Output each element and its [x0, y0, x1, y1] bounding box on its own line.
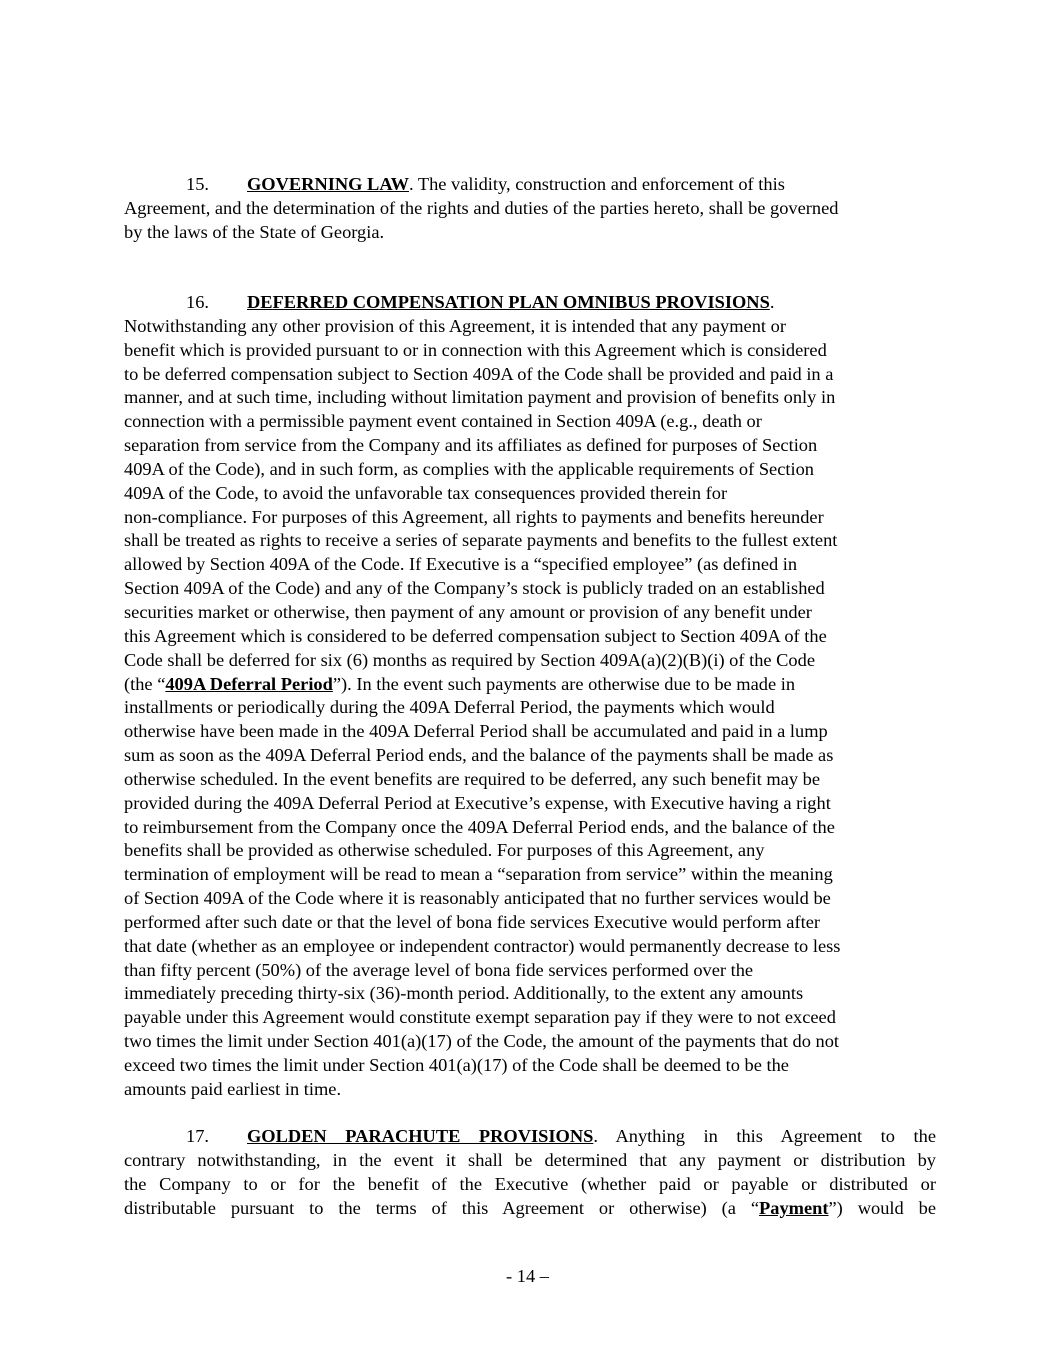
paragraph-line: provided during the 409A Deferral Period at Executive’s expense, with Executive having a right — [124, 792, 831, 813]
section-16 — [124, 291, 936, 1102]
section-15-line-2: Agreement, and the determination of the rights and duties of the parties hereto, shall be governed — [124, 197, 839, 218]
section-17 — [124, 1125, 936, 1220]
paragraph-line: separation from service from the Company and its affiliates as defined for purposes of Section — [124, 435, 818, 456]
paragraph-line: the Company to or for the benefit of the Executive (whether paid or payable or distributed or — [124, 1173, 936, 1194]
paragraph-line: two times the limit under Section 401(a)(17) of the Code, the amount of the payments that do not — [124, 1031, 840, 1052]
paragraph-line-defined-term — [124, 1197, 936, 1221]
section-15-line-1 — [124, 173, 936, 197]
paragraph-line: Notwithstanding any other provision of this Agreement, it is intended that any payment or — [124, 315, 786, 336]
paragraph-line-defined-term — [124, 673, 936, 697]
paragraph-line: otherwise scheduled. In the event benefits are required to be deferred, any such benefit may be — [124, 768, 820, 789]
section-15-line-3: by the laws of the State of Georgia. — [124, 221, 385, 242]
section-16-heading: DEFERRED COMPENSATION PLAN OMNIBUS PROVISIONS — [247, 292, 770, 312]
section-16-number: 16. — [186, 292, 209, 312]
term-close: ”) would be — [828, 1197, 936, 1218]
term-open: (the “ — [124, 673, 166, 694]
paragraph-line: this Agreement which is considered to be deferred compensation subject to Section 409A of the — [124, 625, 827, 646]
paragraph-line: exceed two times the limit under Section 401(a)(17) of the Code shall be deemed to be the — [124, 1055, 789, 1075]
paragraph-line: payable under this Agreement would constitute exempt separation pay if they were to not exceed — [124, 1007, 836, 1028]
section-15 — [124, 173, 936, 245]
section-15-heading: GOVERNING LAW — [247, 174, 409, 194]
paragraph-line: allowed by Section 409A of the Code. If Executive is a “specified employee” (as defined in — [124, 554, 798, 575]
section-17-text: . Anything in this Agreement to the — [593, 1126, 936, 1146]
paragraph-line: contrary notwithstanding, in the event it shall be determined that any payment or distribution by — [124, 1149, 936, 1170]
defined-term-409a-deferral-period: 409A Deferral Period — [165, 673, 333, 694]
paragraph-line: immediately preceding thirty-six (36)-month period. Additionally, to the extent any amounts — [124, 983, 804, 1004]
paragraph-line: securities market or otherwise, then payment of any amount or provision of any benefit under — [124, 601, 812, 622]
paragraph-line: than fifty percent (50%) of the average level of bona fide services performed over the — [124, 959, 754, 980]
section-15-number: 15. — [186, 174, 209, 194]
paragraph-line: of Section 409A of the Code where it is reasonably anticipated that no further services would be — [124, 888, 831, 909]
section-17-heading: GOLDEN PARACHUTE PROVISIONS — [247, 1126, 594, 1146]
section-16-line-1 — [124, 291, 936, 315]
paragraph-line: sum as soon as the 409A Deferral Period ends, and the balance of the payments shall be made as — [124, 745, 834, 766]
paragraph-line: Section 409A of the Code) and any of the Company’s stock is publicly traded on an established — [124, 578, 825, 599]
paragraph-line: 409A of the Code), and in such form, as complies with the applicable requirements of Section — [124, 458, 814, 479]
section-17-number: 17. — [186, 1126, 209, 1146]
paragraph-line: manner, and at such time, including without limitation payment and provision of benefits only in — [124, 387, 836, 408]
paragraph-line: to reimbursement from the Company once the 409A Deferral Period ends, and the balance of the — [124, 816, 835, 837]
paragraph-line: that date (whether as an employee or independent contractor) would permanently decrease to less — [124, 935, 841, 956]
term-close: ”). In the event such payments are otherwise due to be made in — [332, 673, 796, 694]
defined-term-payment: Payment — [759, 1197, 829, 1218]
paragraph-line: connection with a permissible payment event contained in Section 409A (e.g., death or — [124, 411, 762, 432]
paragraph-line: benefit which is provided pursuant to or in connection with this Agreement which is considered — [124, 339, 827, 360]
paragraph-line: otherwise have been made in the 409A Deferral Period shall be accumulated and paid in a lump — [124, 721, 828, 742]
paragraph-line: termination of employment will be read to mean a “separation from service” within the meaning — [124, 864, 833, 885]
paragraph-line: Code shall be deferred for six (6) months as required by Section 409A(a)(2)(B)(i) of the Code — [124, 649, 815, 670]
paragraph-line: shall be treated as rights to receive a series of separate payments and benefits to the fullest extent — [124, 530, 838, 551]
section-16-heading-tail: . — [769, 292, 775, 312]
paragraph-line: benefits shall be provided as otherwise scheduled. For purposes of this Agreement, any — [124, 840, 765, 861]
paragraph-line: 409A of the Code, to avoid the unfavorable tax consequences provided therein for — [124, 482, 728, 503]
section-15-text: . The validity, construction and enforcement of this — [408, 174, 785, 194]
term-open: distributable pursuant to the terms of this Agreement or otherwise) (a “ — [124, 1197, 760, 1218]
paragraph-line: installments or periodically during the 409A Deferral Period, the payments which would — [124, 697, 775, 718]
paragraph-line: performed after such date or that the level of bona fide services Executive would perform after — [124, 911, 820, 932]
paragraph-line: to be deferred compensation subject to Section 409A of the Code shall be provided and paid in a — [124, 363, 834, 384]
section-17-line-1 — [124, 1125, 936, 1149]
page-number: - 14 – — [506, 1266, 549, 1286]
paragraph-line: non-compliance. For purposes of this Agreement, all rights to payments and benefits hereunder — [124, 506, 824, 527]
paragraph-line: amounts paid earliest in time. — [124, 1078, 342, 1099]
